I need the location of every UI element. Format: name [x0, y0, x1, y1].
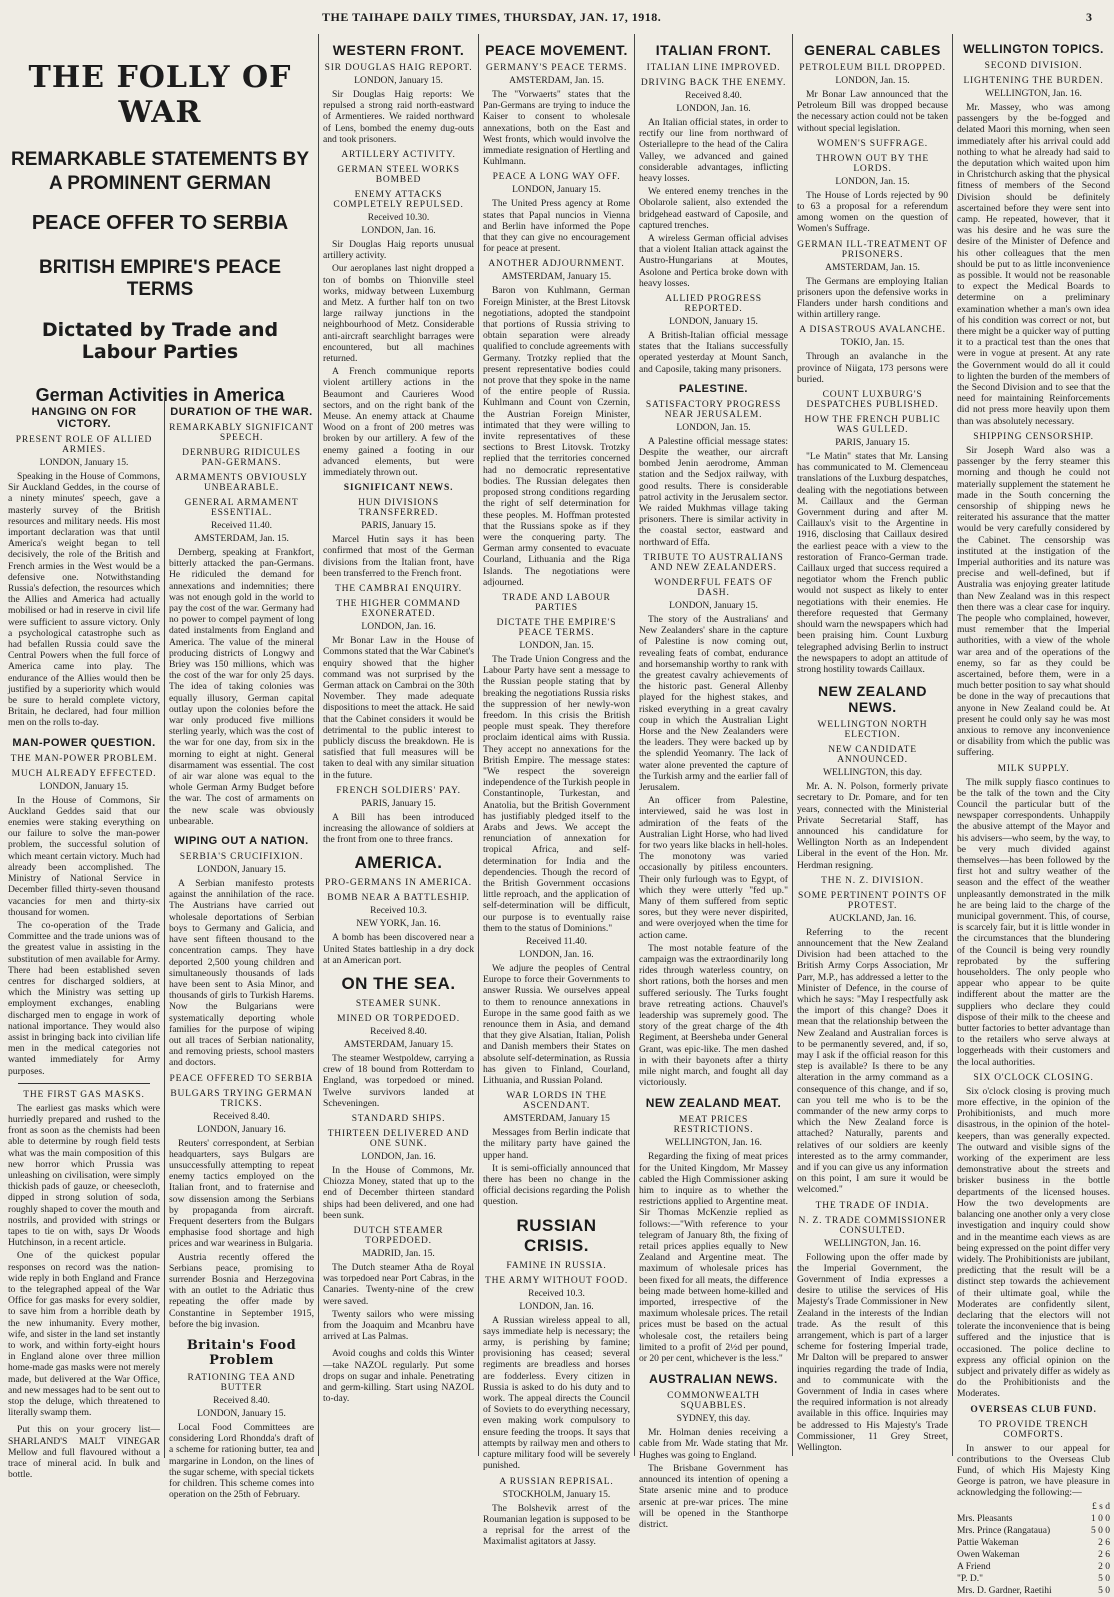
subhead: SERBIA'S CRUCIFIXION. — [179, 852, 304, 863]
article-text: One of the quickest popular responses on record was the nation-wide reply in both England and France to the telegraphed appeal of the War Office for gas masks for every soldier, to save him from a horrible death by the new inhumanity. Every mother, wife, and sister in the land set instantly to work, and within forty-eight hours in England alone over three million home-made gas masks were not merely made, but delivered at the War Office, and new messages had to be sent out to stop the deluge, which threatened to literally swamp them. — [8, 1250, 160, 1419]
column-1-articles — [4, 398, 164, 1481]
article-text: The co-operation of the Trade Committee and the trade unions was of the greatest value in assisting in the substitution of men available for Army. There had been established seven centres for discharged soldiers, at which the Ministry was setting up employment exchanges, enabling discharged men to engage in work of national importance. They would also assist in bringing back into civilian life men in the medical categories not wanted immediately for Army purposes. — [8, 919, 160, 1077]
subhead: PETROLEUM BILL DROPPED. — [799, 63, 946, 73]
article-text: Sir Douglas Haig reports unusual artillery activity. — [323, 239, 474, 262]
article-text: We entered enemy trenches in the Obolarole salient, also extended the bridgehead eastward of Caposile, and captured trenches. — [639, 186, 788, 231]
subhead: ITALIAN LINE IMPROVED. — [646, 63, 781, 73]
subhead: ARMAMENTS OBVIOUSLY UNBEARABLE. — [175, 473, 308, 493]
dateline: LONDON, January 15. — [197, 865, 286, 876]
table-row — [957, 1525, 1110, 1537]
article-text: A Bill has been introduced increasing the allowance of soldiers at the front from one to three francs. — [323, 811, 474, 846]
donor-amount: 2 6 — [1098, 1549, 1110, 1560]
article-text: Local Food Committees are considering Lord Rhondda's draft of a scheme for rationing butter, tea and margarine in London, on the lines of the sugar scheme, with special tickets for children. This scheme comes into operation on the 25th of February. — [169, 1421, 314, 1501]
dateline: LONDON, Jan. 16. — [361, 226, 436, 237]
received: Received 11.40. — [210, 521, 273, 531]
received: Received 8.40. — [213, 1395, 270, 1406]
lead-headline-block — [6, 54, 314, 406]
subhead: TRADE AND LABOUR PARTIES — [502, 592, 611, 613]
deck-peace-offer: PEACE OFFER TO SERBIA — [31, 212, 289, 234]
subhead: FRENCH SOLDIERS' PAY. — [336, 785, 461, 796]
dateline: LONDON, January 16. — [197, 1124, 286, 1135]
dateline: LONDON, Jan. 16. — [361, 1151, 436, 1162]
article-text: Regarding the fixing of meat prices for the United Kingdom, Mr Massey cabled the High Commissioner asking him to inquire as to whether the restrictions applied to Argentine meat. Sir Thomas McKenzie replied as follows:—"With reference to your telegram of January 8th, the fixing of retail prices applies equally to New Zealand and Argentine meat. The maximum of wholesale prices has been fixed for all meats, the difference being made between home-killed and imported, irrespective of the maximum wholesale prices. The retail prices must be based on the actual wholesale cost, the retailers being limited to a profit of 2½d per pound, or 20 per cent, whichever is the less." — [639, 1151, 788, 1365]
dateline: TOKIO, Jan. 15. — [840, 338, 905, 349]
subhead: THE ARMY WITHOUT FOOD. — [484, 1275, 629, 1286]
dateline: WELLINGTON, Jan. 16. — [985, 89, 1082, 99]
subhead: WELLINGTON NORTH ELECTION. — [817, 720, 928, 741]
dateline: LONDON, Jan. 15. — [835, 76, 910, 86]
headline-gas-masks: THE FIRST GAS MASKS. — [23, 1089, 145, 1100]
subhead: WONDERFUL FEATS OF DASH. — [654, 577, 773, 598]
deck-america: German Activities in America — [35, 385, 285, 405]
subhead: MEAT PRICES RESTRICTIONS. — [673, 1115, 754, 1136]
article-text: Six o'clock closing is proving much more effective, in the opinion of the Prohibitionists, and much more disastrous, in the opinion of the hotel-keepers, than was generally expected. The outward and visible signs of the working of the experiment are less demonstrative about the streets and brisker business in the bottle departments of the licensed houses. How the two developments are balancing one another only a very close investigation and inquiry could show and in the meantime each views as are being expressed on the point differ very widely. The Prohibitionists are jubilant, predicting that the result will be a distinct step towards the achievement of their ultimate goal, while the Moderates are confidently silent, declaring that the electors will not tolerate the inconvenience that is being suffered and the injustice that is occasioned. The police decline to express any official opinion on the subject and privately differ as widely as do the Prohibitionists and the Moderates. — [957, 1085, 1110, 1400]
dateline: LONDON, January 15. — [669, 600, 758, 611]
dateline: LONDON, January 15. — [197, 1408, 286, 1419]
article-text: Referring to the recent announcement that the New Zealand Division had been attached to the British Army Corps Association, Mr Parr, M.P., has addressed a letter to the Minister of Defence, in the course of which he says: "May I respectfully ask the import of this change? Does it mean that the relationship between the New Zealand and Australian forces is to be permanently severed, and, if so, may I ask if the official reason for this step is available? Is there to be any alteration in the army command as a consequence of this change, and if so, can you tell me who is to be the commander of the new army corps to which the New Zealand force is attached? Naturally, parents and relatives of our soldiers are keenly interested as to the army commander, and if you can give us any information on this point, I am sure it would be welcomed." — [797, 926, 948, 1196]
article-text: The most notable feature of the campaign was the extraordinarily long rides through waterless country, on short rations, both the horses and men suffered seriously. The Turks fought brave retreating actions. Chauvel's leadership was supremely good. The story of the great charge of the 4th Regiment, at Beersheba under General Grant, was epic-like. The men dashed in with their bayonets after a thirty mile night march, and fought all day victoriously. — [639, 942, 788, 1089]
donor-amount: 1 0 0 — [1091, 1513, 1110, 1524]
subhead: NEW CANDIDATE ANNOUNCED. — [828, 745, 917, 766]
table-row — [957, 1585, 1110, 1597]
dateline: LONDON, January 15. — [354, 76, 443, 86]
subhead: TRIBUTE TO AUSTRALIANS AND NEW ZEALANDERS. — [643, 552, 784, 573]
table-row — [957, 1573, 1110, 1585]
dateline: WELLINGTON, Jan. 16. — [665, 1138, 762, 1149]
article-text: Mr Bonar Law announced that the Petroleum Bill was dropped because the necessary action could not be taken without special legislation. — [797, 89, 948, 134]
currency-header: £ s d — [1092, 1501, 1110, 1512]
headline-palestine: PALESTINE. — [679, 382, 748, 395]
dateline: LONDON, January 15. — [669, 317, 758, 328]
article-text: In the House of Commons, Mr. Chiozza Money, stated that up to the end of December thirteen standard ships had been delivered, and one had been sunk. — [323, 1164, 474, 1221]
column-3 — [318, 34, 478, 1456]
headline-duration: DURATION OF THE WAR. — [170, 406, 313, 418]
subhead: ARTILLERY ACTIVITY. — [341, 150, 456, 161]
subhead: WAR LORDS IN THE ASCENDANT. — [506, 1091, 607, 1112]
article-text: "Le Matin" states that Mr. Lansing has communicated to M. Clemenceau translations of the Luxburg despatches, dealing with the negotiations between M. Caillaux and the German Government during and after M. Caillaux's visit to the Argentine in 1916, disclosing that Caillaux desired the earliest peace with a view to the restoration of Franco-German trade. Caillaux urged that success required a negotiator whom the French public would not suspect as likely to enter negotiations with their enemies. He therefore requested that Germany should warn the newspapers which had been praising him. Count Luxburg telegraphed advising Berlin to instruct the newspapers to adopt an attitude of strong hostility towards Caillaux. — [797, 451, 948, 675]
headline-on-the-sea: ON THE SEA. — [341, 973, 456, 993]
subhead: THE TRADE OF INDIA. — [815, 1200, 930, 1211]
received: Received 11.40. — [525, 937, 588, 947]
dateline: STOCKHOLM, January 15. — [502, 1489, 611, 1500]
donor-table — [957, 1501, 1110, 1597]
divider — [18, 1083, 150, 1084]
article-text: Marcel Hutin says it has been confirmed that most of the German divisions from the Italian front, have been transferred to the French front. — [323, 534, 474, 579]
dateline: PARIS, January 15. — [361, 798, 436, 809]
advertisement-vinegar: Put this on your grocery list—SHARLAND'S MALT VINEGAR Mellow and full flavoured without a trace of mineral acid. In bulk and bottle. — [8, 1424, 160, 1481]
donor-amount: 2 6 — [1098, 1537, 1110, 1548]
table-row — [957, 1561, 1110, 1573]
deck-trade-labour: Dictated by Trade and Labour Parties — [41, 319, 279, 363]
donor-name: Mrs. Pleasants — [957, 1513, 1013, 1524]
subhead: ENEMY ATTACKS COMPLETELY REPULSED. — [333, 190, 464, 211]
article-text: The steamer Westpoldew, carrying a crew of 18 bound from Rotterdam to England, was torpedoed or mined. Twelve survivors landed at Scheveningen. — [323, 1052, 474, 1109]
article-text: The story of the Australians' and New Zealanders' share in the capture of Palestine is now coming out, revealing feats of combat, endurance and horsemanship worthy to rank with the greatest cavalry achievements of the historic past. General Allenby played for the highest stakes, and risked everything in a great cavalry coup in which the Australian Light Horse and the New Zealanders were the leaders. They were backed up by the splendid Yeomanry. The lack of water alone prevented the capture of the Turkish army and the earlier fall of Jerusalem. — [639, 613, 788, 793]
subhead: MUCH ALREADY EFFECTED. — [11, 768, 157, 779]
subhead: HUN DIVISIONS TRANSFERRED. — [358, 498, 439, 519]
dateline: AMSTERDAM, January 15. — [501, 272, 612, 283]
subhead: DRIVING BACK THE ENEMY. — [640, 78, 787, 88]
article-text: An officer from Palestine, interviewed, said he was lost in admiration of the feats of the Australian Light Horse, who had lived for two years like blacks in hell-holes. The monotony was varied occasionally by pitiless encounters. Their only furlough was to Egypt, of which they were utterly "fed up." Many of them suffered from septic sores, but they were never dispirited, and were overjoyed when the time for action came. — [639, 795, 788, 941]
table-row — [957, 1549, 1110, 1561]
dateline: LONDON, January 15. — [39, 458, 129, 468]
subhead: FAMINE IN RUSSIA. — [506, 1260, 607, 1271]
article-text: Through an avalanche in the province of Niigata, 173 persons were buried. — [797, 351, 948, 385]
article-text: Twenty sailors who were missing from the Joaquim and Mcanbru have arrived at Las Palmas. — [323, 1308, 474, 1343]
dateline: LONDON, January 15. — [39, 781, 129, 792]
article-text: Sir Douglas Haig reports: We repulsed a strong raid north-eastward of Armentieres. We raided northward of Lens, bombed the enemy dug-outs and took prisoners. — [323, 89, 474, 145]
article-text: Our aeroplanes last night dropped a ton of bombs on Thionville steel works, midway between Luxemburg and Metz. A further half ton on two large railway junctions in the neighbourhood of Metz. Considerable anti-aircraft searchlight barrages were encountered, but all machines returned. — [323, 263, 474, 365]
article-text: A Russian wireless appeal to all, says immediate help is necessary; the army, is perishing by famine; provisioning has ceased; several regiments are breadless and horses are fodderless. Every citizen in Russia is asked to do his duty and to work. The appeal directs the Council of Soviets to do everything necessary, even making work compulsory to ensure feeding the troops. It says that attempts by railway men and others to capture military food will be severely punished. — [483, 1314, 630, 1472]
dateline: LONDON, Jan. 16. — [519, 950, 594, 960]
article-text: A French communique reports violent artillery actions in the Beaumont and Caurieres Wood sectors, and on the right bank of the Meuse. An enemy attack at Chaume Wood on a front of 200 metres was broken by our artillery. A few of the enemy gained a footing in our advanced elements, but were immediately thrown out. — [323, 366, 474, 479]
subhead: THIRTEEN DELIVERED AND ONE SUNK. — [327, 1128, 470, 1149]
dateline: PARIS, January 15. — [361, 521, 436, 532]
article-text: Baron von Kuhlmann, German Foreign Minister, at the Brest Litovsk negotiations, adopted the standpoint that portions of Russia striving to obtain separation were already qualified to conclude agreements with Germany. Trotzky replied that the present representative bodies could not prove that they spoke in the name of the entire people of Russia. Kuhlmann and Count von Czernin, the Austrian Foreign Minister, intimated that they were willing to invite representatives of these sections to Brest Litovsk. Trotzky replied that the territories concerned had no democratic representative bodies. The Russian delegates then proposed strong conditions regarding the right of self determination for these peoples. M. Hoffman protested that the Russians spoke as if they were the conquering party. The German army consented to evacuate Courland, Lithuania and the Riga Islands. The negotiations were adjourned. — [483, 285, 630, 588]
subhead: STANDARD SHIPS. — [351, 1113, 446, 1124]
donor-name: Pattie Wakeman — [957, 1537, 1019, 1548]
article-text: Sir Joseph Ward also was a passenger by the ferry steamer this morning and though he could not materially supplement the statement he made in the South concerning the censorship of shipping news he reiterated his assurance that the matter would be very carefully considered by the Cabinet. The censorship was instituted at the instigation of the Imperial authorities and its nature was precise and well-defined, but if Australia was enjoying greater latitude than New Zealand was in this respect then there was a clear case for inquiry. The people who complained, however, must remember that the Imperial authorities, with a view of the whole war area and of the operations of the enemy, so far as they could be ascertained, before them, were in a much better position to say what should be done in the way of precautions that anyone in New Zealand could be. At present he could only say he was most anxious to remove any inconvenience or disability from which the public was suffering. — [957, 444, 1110, 759]
article-text: Mr. Massey, who was among passengers by the be-fogged and delated Maori this morning, when seen immediately after his arrival could add nothing to what he already had said to the deputation which waited upon him in Christchurch asking that the physical fitness of members of the Second Division should be definitely ascertained before they were sent into camp. He repeated, however, that it was his desire and he was sure the desire of the Minister of Defence and his other colleagues that the men should be put to as little inconvenience as possible. It would not be reasonable to expect the Medical Boards to determine on a preliminary examination whether a man's own idea of his condition was correct or not, but there might be a quicker way of putting it to a practical test than the ones that were in vogue at present. At any rate the Government would do all it could to lighten the burden of the members of the Second Division and to see that the need for maintaining Reinforcements did not press more heavily upon them than was absolutely necessary. — [957, 102, 1110, 427]
headline-peace-movement: PEACE MOVEMENT. — [485, 42, 628, 58]
subhead: TO PROVIDE TRENCH COMFORTS. — [978, 1419, 1089, 1440]
subhead: THE MAN-POWER PROBLEM. — [10, 753, 158, 764]
subhead: SIR DOUGLAS HAIG REPORT. — [324, 63, 473, 73]
article-text: A Serbian manifesto protests against the annihilation of the race. The Austrians have carried out wholesale deportations of Serbian boys to Germany and Galicia, and have sent fifteen thousand to the concentration camps. They have deported 2,500 young children and simultaneously thousands of lads have been sent to Asia Minor, and thousands of girls to Turkish Harems. Now the Bulgarians were systematically deporting whole families for the purpose of wiping out all traces of Serbian nationality, and removing priests, school masters and doctors. — [169, 878, 314, 1069]
received: Received 8.40. — [213, 1111, 270, 1122]
received: Received 10.3. — [370, 906, 427, 917]
donor-name: Mrs. Prince (Rangataua) — [957, 1525, 1051, 1536]
dateline: WELLINGTON, this day. — [823, 768, 922, 779]
subhead: THE HIGHER COMMAND EXONERATED. — [336, 599, 461, 620]
article-text: Following upon the offer made by the Imperial Government, the Government of India expresses a desire to utilise the services of His Majesty's Trade Commissioner in New Zealand in the interests of the Indian trade. As the result of this arrangement, which is part of a larger scheme for fostering Imperial trade, Mr Dalton will be prepared to answer inquiries regarding the trade of India, and to communicate with the Government of India in cases where the required information is not already available in this office. Inquiries may be addressed to His Majesty's Trade Commissioner, 11 Grey Street, Wellington. — [797, 1251, 948, 1454]
table-row — [957, 1537, 1110, 1549]
subhead: PRESENT ROLE OF ALLIED ARMIES. — [15, 435, 153, 455]
article-text: Mr. Holman denies receiving a cable from Mr. Wade stating that Mr. Hughes was going to England. — [639, 1427, 788, 1461]
donor-name: Owen Wakeman — [957, 1549, 1020, 1560]
masthead-title: THE TAIHAPE DAILY TIMES, THURSDAY, JAN. 17, 1918. — [322, 10, 662, 24]
dateline: AUCKLAND, Jan. 16. — [828, 913, 917, 924]
subhead: MILK SUPPLY. — [997, 763, 1070, 774]
subhead: A RUSSIAN REPRISAL. — [499, 1476, 614, 1487]
donor-table-header — [957, 1501, 1110, 1513]
subhead: RATIONING TEA AND BUTTER — [187, 1372, 296, 1393]
donor-amount: 5 0 0 — [1091, 1525, 1110, 1536]
donor-name: Mrs. D. Gardner, Raetihi — [957, 1585, 1052, 1596]
dateline: NEW YORK, Jan. 16. — [356, 919, 441, 930]
headline-nz-meat: NEW ZEALAND MEAT. — [645, 1096, 782, 1111]
dateline: AMSTERDAM, Jan. 15. — [194, 534, 289, 544]
masthead — [0, 0, 1114, 34]
subhead: WOMEN'S SUFFRAGE. — [817, 138, 928, 149]
page-number: 3 — [1086, 10, 1093, 24]
subhead: SOME PERTINENT POINTS OF PROTEST. — [797, 890, 948, 911]
column-5 — [634, 34, 792, 1530]
subhead: SHIPPING CENSORSHIP. — [973, 431, 1094, 442]
headline-general-cables: GENERAL CABLES — [804, 42, 941, 58]
article-text: The Bolshevik arrest of the Roumanian legation is supposed to be a reprisal for the arrest of the Maximalist agitators at Jassy. — [483, 1502, 630, 1548]
subhead: SIX O'CLOCK CLOSING. — [973, 1072, 1094, 1083]
subhead: GERMAN ILL-TREATMENT OF PRISONERS. — [797, 239, 948, 260]
subhead: GERMANY'S PEACE TERMS. — [485, 63, 628, 73]
headline-manpower: MAN-POWER QUESTION. — [12, 736, 156, 749]
subhead: REMARKABLY SIGNIFICANT SPEECH. — [169, 423, 314, 443]
article-text: Mr Bonar Law in the House of Commons stated that the War Cabinet's enquiry showed that the higher command was not surprised by the German attack on Cambrai on the 30th November. They made adequate dispositions to meet the attack. He said that the Cabinet considers it would be detrimental to the public interest to publicly discuss the breakdown. He is satisfied that full measures will be taken to deal with any similar situation in the future. — [323, 635, 474, 781]
subhead: STEAMER SUNK. — [355, 998, 442, 1009]
subhead: DUTCH STEAMER TORPEDOED. — [353, 1225, 444, 1246]
article-text: It is semi-officially announced that there has been no change in the official decisions regarding the Polish question. — [483, 1162, 630, 1208]
column-2 — [164, 398, 318, 1501]
received: Received 8.40. — [685, 91, 742, 101]
donor-amount: 2 0 — [1098, 1561, 1110, 1572]
headline-wellington-topics: WELLINGTON TOPICS. — [963, 42, 1104, 56]
column-6 — [792, 34, 952, 1456]
headline-significant-news: SIGNIFICANT NEWS. — [343, 483, 454, 494]
article-text: Dernberg, speaking at Frankfort, bitterly attacked the pan-Germans. He ridiculed the demand for annexations and indemnities; there was not enough gold in the world to pay the cost of the war. Germany had no power to compel payment of long dated instalments from England and America. The value of the mineral producing districts of Longwy and Briey was 150 millions, which was the cost of the war for only 25 days. The idea of taking colonies was equally illusory, German capital outlay upon the colonies before the war only produced five millions sterling yearly, which was the cost of the war for one day, from six in the morning to eight at night. General disarmament was essential. The cost of air war alone was equal to the whole German Army Budget before the war. The cost of armaments on the new scale was obviously unbearable. — [169, 547, 314, 827]
dateline: MADRID, Jan. 15. — [362, 1248, 435, 1259]
article-text: The Germans are employing Italian prisoners upon the defensive works in Flanders under harsh conditions and within artillery range. — [797, 275, 948, 321]
subhead: PEACE A LONG WAY OFF. — [492, 172, 621, 183]
dateline: LONDON, Jan. 15. — [835, 176, 910, 187]
headline-america: AMERICA. — [354, 853, 443, 873]
article-text: In the House of Commons, Sir Auckland Geddes said that our enemies were staking everything on our failure to solve the man-power problem, the successful solution of which meant certain victory. Much had already been accomplished. The Ministry of National Service in December filled thirty-seven thousand vacancies for men and thirty-six thousand for women. — [8, 794, 160, 918]
subhead: GERMAN STEEL WORKS BOMBED — [337, 165, 460, 186]
column-7 — [952, 34, 1114, 1596]
dateline: AMSTERDAM, January 15. — [343, 1039, 454, 1050]
dateline: LONDON, Jan. 15. — [519, 640, 594, 651]
headline-australian-news: AUSTRALIAN NEWS. — [649, 1372, 778, 1387]
subhead: ALLIED PROGRESS REPORTED. — [665, 294, 762, 315]
headline-hanging-on: HANGING ON FOR VICTORY. — [31, 406, 137, 430]
article-text: A Palestine official message states: Despite the weather, our aircraft bombed Jenin aerodrome, Amman station and the Sedjox railway, with good results. There is considerable patrol activity in the Jerusalem sector. We raided Mukhmas village taking prisoners. There is similar activity in the coastal sector, eastward and northward of Effa. — [639, 435, 788, 548]
table-row — [957, 1513, 1110, 1525]
dateline: PARIS, January 15. — [835, 438, 910, 449]
article-text: Reuters' correspondent, at Serbian headquarters, says Bulgars are unsuccessfully attempting to repeat enemy tactics employed on the Italian front, and to fraternise and sow dissension among the Serbians by propaganda from aircraft. Frequent deserters from the Bulgars emphasise food shortage and high prices and war weariness in Bulgaria. — [169, 1137, 314, 1250]
article-text: The Dutch steamer Atha de Royal was torpedoed near Port Cabras, in the Canaries. Twenty-nine of the crew were saved. — [323, 1261, 474, 1307]
article-text: The milk supply fiasco continues to be the talk of the town and the City Council the particular butt of the newspaper correspondents. Unhappily the abusive attempt of the Mayor and his advisers—who seem, by the way, to be very much divided against themselves—has been followed by the first hot and sultry weather of the season and the effect of the weather unpleasantly demonstrated in the milk he are being laid to the charge of the municipal government. This, of course, is scarcely fair, but it is little wonder in the circumstances that the blundering of the Council is being very roundly reprobated by the suffering householders. The only people who appear who appear to be quite indifferent about the matter are the suppliers who declare they could dispose of their milk to the cheese and butter factories to better advantage than to the retailers who serve always at loggerheads with their customers and the local authorities. — [957, 776, 1110, 1068]
headline-nz-news: NEW ZEALAND NEWS. — [818, 683, 927, 716]
subhead: DERNBURG RIDICULES PAN-GERMANS. — [182, 448, 301, 468]
donor-name: "P. D." — [957, 1573, 983, 1584]
article-text: The Brisbane Government has announced its intention of opening a State arsenic mine and to produce arsenic at pre-war prices. The mine will be opened in the Stanthorpe district. — [639, 1462, 788, 1530]
subhead: SATISFACTORY PROGRESS NEAR JERUSALEM. — [645, 399, 782, 420]
headline-food-problem: Britain's Food Problem — [186, 1337, 297, 1368]
article-text: Austria recently offered the Serbians peace, promising to surrender Bosnia and Herzegovina with an outlet to the Adriatic thus repeating the offer made by Constantine in September 1915, before the big invasion. — [169, 1251, 314, 1330]
article-text: Mr. A. N. Polson, formerly private secretary to Dr. Pomare, and for ten years, connected with the Ministerial Private Secretarial Staff, has announced his candidature for Wellington North as an Independent Liberal in the event of the Hon. Mr. Herdman resigning. — [797, 781, 948, 871]
article-text: The House of Lords rejected by 90 to 63 a proposal for a referendum among women on the question of Women's Suffrage. — [797, 189, 948, 235]
dateline: AMSTERDAM, January 15 — [503, 1114, 610, 1125]
subhead: DICTATE THE EMPIRE'S PEACE TERMS. — [496, 617, 617, 638]
article-text: A British-Italian official message states that the Italians successfully operated yesterday at Mount Sanch, and Caposile, taking many prisoners. — [639, 330, 788, 375]
donor-name: A Friend — [957, 1561, 991, 1572]
article-text: The "Vorwaerts" states that the Pan-Germans are trying to induce the Kaiser to consent to wholesale annexations, both on the East and West fronts, which would involve the immediate resignation of Hertling and Kuhlmann. — [483, 89, 630, 168]
article-text: In answer to our appeal for contributions to the Overseas Club Fund, of which His Majesty King George is patron, we have pleasure in acknowledging the following:— — [957, 1442, 1110, 1499]
lead-headline: THE FOLLY OF WAR — [28, 60, 292, 130]
article-text: The United Press agency at Rome states that Papal nuncios in Vienna and Berlin have informed the Pope that they can give no encouragement for peace at present. — [483, 198, 630, 255]
dateline: LONDON, January 15. — [512, 185, 601, 196]
donor-amount: 5 0 — [1098, 1573, 1110, 1584]
subhead: HOW THE FRENCH PUBLIC WAS GULLED. — [804, 415, 941, 436]
dateline: WELLINGTON, Jan. 16. — [824, 1238, 921, 1249]
article-text: Speaking in the House of Commons, Sir Auckland Geddes, in the course of a ninety minutes' speech, gave a masterly survey of the British resources and military needs. His most important declaration was that until America's weight began to tell decisively, the role of the British and French armies in the West would be a defensive one. Notwithstanding Russia's defection, the resources which the Allies and America had actually mobilised or had in reserve in civil life were sufficient to assure victory. Only a psychological catastrophe such as had befallen Russia could save the Central Powers when the full force of America came into play. The endurance of the Allies would then be justified by a superiority which would be sure to herald complete victory, Britain, he declared, had four million men on the rolls to-day. — [8, 471, 160, 729]
headline-overseas-club: OVERSEAS CLUB FUND. — [970, 1404, 1097, 1415]
donor-amount: 5 0 — [1098, 1585, 1110, 1596]
subhead: THROWN OUT BY THE LORDS. — [816, 153, 929, 174]
headline-russian-crisis: RUSSIAN CRISIS. — [516, 1215, 597, 1255]
article-text: The Trade Union Congress and the Labour Party have sent a message to the Russian people stating that by breaking the negotiations Russia risks the suppression of her newly-won freedom. In this crisis the British people must speak. They therefore proclaim identical aims with Russia. They accept no annexations for the British Empire. The message states: "We respect the sovereign independence of the Turkish people in Constantinople, Turkestan, and Anatolia, but the British Government has justifiably pledged itself to the Arabs and Jews. We accept the renunciation of annexation for tropical Africa, and self-determination for India and the dependencies. Though the record of the British Government occasions little reproach, and the application of self-determination will be difficult, our purpose is to eventually raise them to the status of Dominions." — [483, 653, 630, 934]
article-text: A bomb has been discovered near a United States battleship in a dry dock at an American port. — [323, 932, 474, 966]
subhead: COUNT LUXBURG'S DESPATCHES PUBLISHED. — [806, 390, 939, 411]
received: Received 8.40. — [370, 1026, 427, 1037]
subhead: N. Z. TRADE COMMISSIONER CONSULTED. — [798, 1215, 947, 1236]
subhead: GENERAL ARMAMENT ESSENTIAL. — [184, 498, 299, 518]
subhead: BOMB NEAR A BATTLESHIP. — [327, 893, 470, 904]
headline-italian-front: ITALIAN FRONT. — [655, 42, 772, 58]
dateline: LONDON, Jan. 16. — [519, 1301, 594, 1312]
received: Received 10.3. — [528, 1288, 585, 1299]
dateline: LONDON, Jan. 16. — [676, 104, 751, 114]
column-4 — [478, 34, 634, 1548]
received: Received 10.30. — [367, 213, 430, 224]
subhead: ANOTHER ADJOURNMENT. — [488, 259, 625, 270]
headline-wiping-out: WIPING OUT A NATION. — [174, 835, 309, 848]
subhead: BULGARS TRYING GERMAN TRICKS. — [170, 1088, 313, 1109]
headline-western-front: WESTERN FRONT. — [332, 42, 465, 58]
dateline: SYDNEY, this day. — [676, 1414, 751, 1425]
article-text: An Italian official states, in order to rectify our line from northward of Osteriallepre to the head of the Calira Valley, we advanced and gained considerable advantages, inflicting heavy losses. — [639, 117, 788, 185]
dateline: LONDON, Jan. 15. — [676, 422, 751, 433]
subhead: A DISASTROUS AVALANCHE. — [799, 325, 946, 336]
dateline: LONDON, Jan. 16. — [361, 622, 436, 633]
subhead: THE CAMBRAI ENQUIRY. — [335, 584, 462, 595]
subhead: LIGHTENING THE BURDEN. — [963, 76, 1104, 86]
article-text: A wireless German official advises that a violent Italian attack against the Austro-Hungarians at Moutes, Asolone and Pertica broke down with heavy losses. — [639, 233, 788, 289]
subhead: COMMONWEALTH SQUABBLES. — [667, 1391, 760, 1412]
deck-empire-terms: BRITISH EMPIRE'S PEACE TERMS — [38, 257, 282, 300]
subhead: SECOND DIVISION. — [984, 61, 1083, 71]
advertisement-nazol: Avoid coughs and colds this Winter—take NAZOL regularly. Put some drops on sugar and inhale. Penetrating and germ-killing. Start using NAZOL to-day. — [323, 1348, 474, 1405]
subhead: THE N. Z. DIVISION. — [821, 875, 924, 886]
article-text: The earliest gas masks which were hurriedly prepared and rushed to the front as soon as the chemists had been able to determine by rough field tests what was the main composition of this new horror which Prussia was unleashing on civilisation, were simply thickish pads of gauze, or cheesecloth, dipped in strong solution of soda, roughly shaped to cover the mouth and nostrils, and provided with strings or tapes to tie on with, says Dr Woods Hutchinson, in a recent article. — [8, 1102, 160, 1249]
dateline: AMSTERDAM, Jan. 15. — [509, 76, 604, 86]
dateline: AMSTERDAM, Jan. 15. — [825, 262, 920, 273]
deck-remarkable: REMARKABLE STATEMENTS BY A PROMINENT GERMAN — [10, 149, 310, 194]
headline-peace-serbia: PEACE OFFERED TO SERBIA — [169, 1073, 314, 1084]
subhead: MINED OR TORPEDOED. — [337, 1013, 460, 1024]
subhead: PRO-GERMANS IN AMERICA. — [325, 878, 472, 889]
article-text: We adjure the peoples of Central Europe to force their Governments to answer Russia. We ourselves appeal to them to renounce annexations in Europe in the same good faith as we renounce them in Asia, and demand that they give Alsatian, Italian, Polish and Danish members their States on absolute self-determination, as Russia has given to Finland, Courland, Lithuania, and Russian Poland. — [483, 963, 630, 1087]
article-text: Messages from Berlin indicate that the military party have gained the upper hand. — [483, 1127, 630, 1161]
